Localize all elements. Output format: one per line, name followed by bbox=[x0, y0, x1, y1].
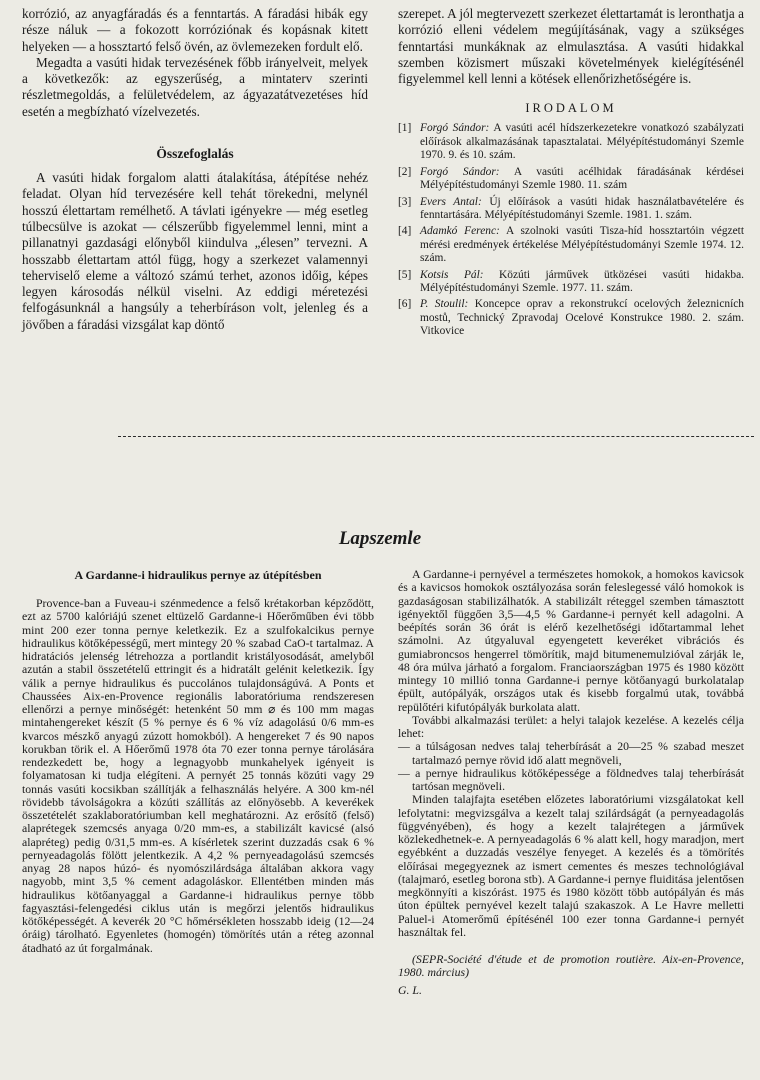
reference-item bbox=[398, 269, 744, 296]
paragraph: szerepet. A jól megtervezett szerkezet élettartamát is leronthatja a korrózió elleni védelem megújításának, vagy a szükséges fenntartási munkáknak az elmulasztása. A vasúti hidakkal szemben közismert műszaki követelmények kielégítésénél figyelemmel kell lenni a kötések ellenőrizhetőségére is. bbox=[398, 6, 744, 87]
list-item: — a túlságosan nedves talaj teherbírását a 20—25 % szabad meszet tartalmazó pernye rövid idő alatt megnöveli, bbox=[398, 739, 744, 767]
reference-title: A vasúti acél hídszerkezetekre vonatkozó szabályzati előírások alkalmazásának tapasztalatai. Mélyépítéstudományi Szemle 1970. 9. és 10. szám. bbox=[420, 122, 744, 162]
reference-text bbox=[420, 298, 744, 338]
reference-number: [2] bbox=[398, 165, 412, 178]
reference-text bbox=[420, 269, 744, 296]
reference-author: Forgó Sándor: bbox=[420, 122, 490, 135]
reference-title: A vasúti acélhidak fáradásának kérdései Mélyépítéstudományi Szemle 1980. 11. szám bbox=[420, 165, 744, 192]
author-signature: G. L. bbox=[398, 982, 422, 997]
reference-number: [6] bbox=[398, 298, 412, 311]
bullet-list bbox=[398, 740, 744, 793]
reference-number: [3] bbox=[398, 195, 412, 208]
reference-number: [4] bbox=[398, 225, 412, 238]
reference-title: Közúti járművek ütközései vasúti hidakba. Mélyépítéstudományi Szemle. 1977. 11. szám. bbox=[420, 268, 744, 294]
reference-title: Koncepce oprav a rekonstrukcí ocelových železnicních mostů, Technický Zpravodaj Ocelové Konstrukce 1980. 2. szám. Vitkovice bbox=[420, 298, 744, 338]
list-item: — a pernye hidraulikus kötőképessége a földnedves talaj teherbírását tartósan megnöveli. bbox=[398, 765, 744, 793]
reference-author: P. Stoulil: bbox=[420, 298, 469, 311]
reference-number: [5] bbox=[398, 268, 412, 281]
paragraph: Provence-ban a Fuveau-i szénmedence a felső krétakorban képződött, ezt az 5700 kalóriájú szenet eltüzelő Gardanne-i Hőerőműben évi több mint 200 ezer tonna pernye keletkezik. Ez a szulfokalcikus pernye hidraulikus kötőképességű, mert mintegy 20 % szabad CaO-t tartalmaz. A hidratációs jelenség létrehozza a portlandit kristályosodását, amelyből azután a stabil összetételű ettringit és a hidratált gelénit keletkezik. Így válik a pernye hidraulikus és puccolános tulajdonságúvá. A Ponts et Chaussées Aix-en-Provence regionális laboratóriuma rendszeresen ellenőrzi a pernye minőségét: hetenként 50 mm ⌀ és 100 mm magas mintahengereket készít (5 % pernye és 6 % víz adagolású 0/6 mm-es kvarcos mészkő anyagú zúzott homokból). A hengereket 7 és 90 napos korukban törik el. A Hőerőmű 1978 óta 70 ezer tonna pernye tárolására rendezkedett be, hogy a legnagyobb munkahelyek igényeit is folyamatosan ki tudja elégíteni. A pernyét 25 tonnás közúti vagy 29 tonnás vasúti kocsikban szállítják a felhasználás helyére. A 300 km-nél rövidebb távolságokra a közúti szállítás az előnyösebb. A keverékek összetételét szaklaboratóriumban kell meghatározni. Az erősítő (felső) alaprétegek szemcsés anyaga 0/20 mm-es, a stabilizált kavicsé (alsó alapréteg) pedig 0/31,5 mm-es. A kísérletek szerint duzzadás csak 6 % pernyeadagolás fölött jelentkezik. A 4,2 % pernyeadagolású szemcsés anyag 28 napos húzó- és nyomószilárdsága általában akkora vagy nagyobb, mint 3,5 % cement adagoláskor. Ellentétben minden más hidraulikus kötőanyaggal a Gardanne-i hidraulikus pernye több fagyasztási-felengedési ciklus után is megőrzi jelentős hidraulikus kötőképességét. A keverék 20 °C hőmérsékleten hosszabb ideig (12—24 óráig) tárolható. Egyenletes (homogén) tömörítés után a réteg azonnal átadható az út forgalmának. bbox=[22, 596, 374, 955]
reference-author: Evers Antal: bbox=[420, 195, 482, 208]
section-divider bbox=[118, 436, 754, 437]
reference-item bbox=[398, 298, 744, 338]
article-right-column bbox=[398, 568, 744, 997]
reference-item bbox=[398, 225, 744, 265]
reference-text bbox=[420, 122, 744, 162]
references-title: IRODALOM bbox=[525, 101, 617, 116]
source-citation: (SEPR-Société d'étude et de promotion routière. Aix-en-Provence, 1980. március) bbox=[398, 952, 744, 980]
top-left-column bbox=[22, 6, 368, 333]
paragraph: A Gardanne-i pernyével a természetes homokok, a homokos kavicsok és a kavicsos homokok osztályozása során feleslegessé váló homokok is gazdaságosan stabilizálhatók. A stabilizált réteggel szemben támasztott igényektől függően 3,5—4,5 % Gardanne-i pernyét kell adagolni. A beépítés során 36 órát is elérő kezelhetőségi időtartammal lehet számolni. Az útgyaluval egyengetett keveréket vibrációs és gumiabroncsos hengerrel tömörítik, majd bitumenemulzióval zárják le, 48 óra múlva járható a forgalom. Franciaországban 1975 és 1980 között mintegy 10 millió tonna Gardanne-i pernye kötőanyagú burkolatalap épült, autópályák, országos utak és kisebb forgalmú utak, továbbá repülőtéri kifutópályák burkolata alatt. bbox=[398, 567, 744, 714]
paragraph: Megadta a vasúti hidak tervezésének főbb irányelveit, melyek a következők: az egyszerűség, a mintaterv szerinti részletmegoldás, a felületvédelem, az ágyazatátvezetéses híd esetén a megbízható vízelvezetés. bbox=[22, 54, 368, 119]
reference-item bbox=[398, 122, 744, 162]
reference-title: A szolnoki vasúti Tisza-híd hossztartóin végzett mérési eredmények értékelése Mélyépítéstudományi Szemle 1974. 12. szám. bbox=[420, 225, 744, 265]
reference-title: Új előírások a vasúti hidak használatbavételére és fenntartására. Mélyépítéstudományi Szemle. 1981. 1. szám. bbox=[420, 195, 744, 221]
reference-text bbox=[420, 196, 744, 223]
reference-list bbox=[398, 122, 744, 338]
reference-text bbox=[420, 225, 744, 265]
reference-number: [1] bbox=[398, 122, 412, 135]
reference-item bbox=[398, 196, 744, 223]
article-left-column bbox=[22, 568, 374, 955]
article-title: A Gardanne-i hidraulikus pernye az útépítésben bbox=[74, 568, 322, 582]
reference-author: Adamkó Ferenc: bbox=[420, 225, 500, 238]
section-heading: Lapszemle bbox=[338, 528, 422, 549]
reference-item bbox=[398, 166, 744, 193]
reference-author: Forgó Sándor: bbox=[420, 165, 500, 178]
paragraph: Minden talajfajta esetében előzetes laboratóriumi vizsgálatokat kell lefolytatni: megvizsgálva a kezelt talaj szilárdságát (a pernyeadagolás függvényében), és hogy a kezelt talajrétegen a járművek közlekedhetnek-e. A pernyeadagolás 6 % alatt kell, hogy maradjon, mert egyébként a duzzadás veszélye fenyeget. A kezelés és a tömörítés előírásai megegyeznek az ismert cementes és meszes technológiával (talajmaró, esetleg borona stb). A Gardanne-i pernye fluiditása jelentősen megkönnyíti a kiszórást. 1975 és 1980 között több autópályán és más úton épültek pernyével kezelt talajú szakaszok. A Le Havre melletti Paluel-i Atomerőmű építésénél 100 ezer tonna Gardanne-i pernyét használtak fel. bbox=[398, 792, 744, 939]
paragraph: korrózió, az anyagfáradás és a fenntartás. A fáradási hibák egy része náluk — a fokozott korróziónak és kopásnak kitett helyeken — a hossztartó felső övén, az övlemezeken fordult elő. bbox=[22, 6, 368, 54]
section-title: Összefoglalás bbox=[156, 146, 234, 162]
paragraph: További alkalmazási terület: a helyi talajok kezelése. A kezelés célja lehet: bbox=[398, 712, 744, 740]
top-right-column bbox=[398, 6, 744, 342]
reference-text bbox=[420, 166, 744, 193]
paragraph: A vasúti hidak forgalom alatti átalakítása, átépítése nehéz feladat. Olyan híd tervezésére kell tehát törekedni, melynél hosszú élettartam remélhető. A távlati igényekre — még esetleg túlbecsülve is azokat — célszerűbb figyelemmel lenni, mint a pillanatnyi gazdasági előnyből kiindulva „élesen” tervezni. A hosszabb élettartam attól függ, hogy a szerkezet valamennyi teherviselő eleme a változó számú terhet, azonos időig, képes legyen károsodás nélkül viselni. Az eddigi méretezési felfogásunknál a hangsúly a teherbíráson volt, jelenleg és a jövőben a fáradási vizsgálat kap döntő bbox=[22, 170, 368, 332]
reference-author: Kotsis Pál: bbox=[420, 268, 484, 281]
